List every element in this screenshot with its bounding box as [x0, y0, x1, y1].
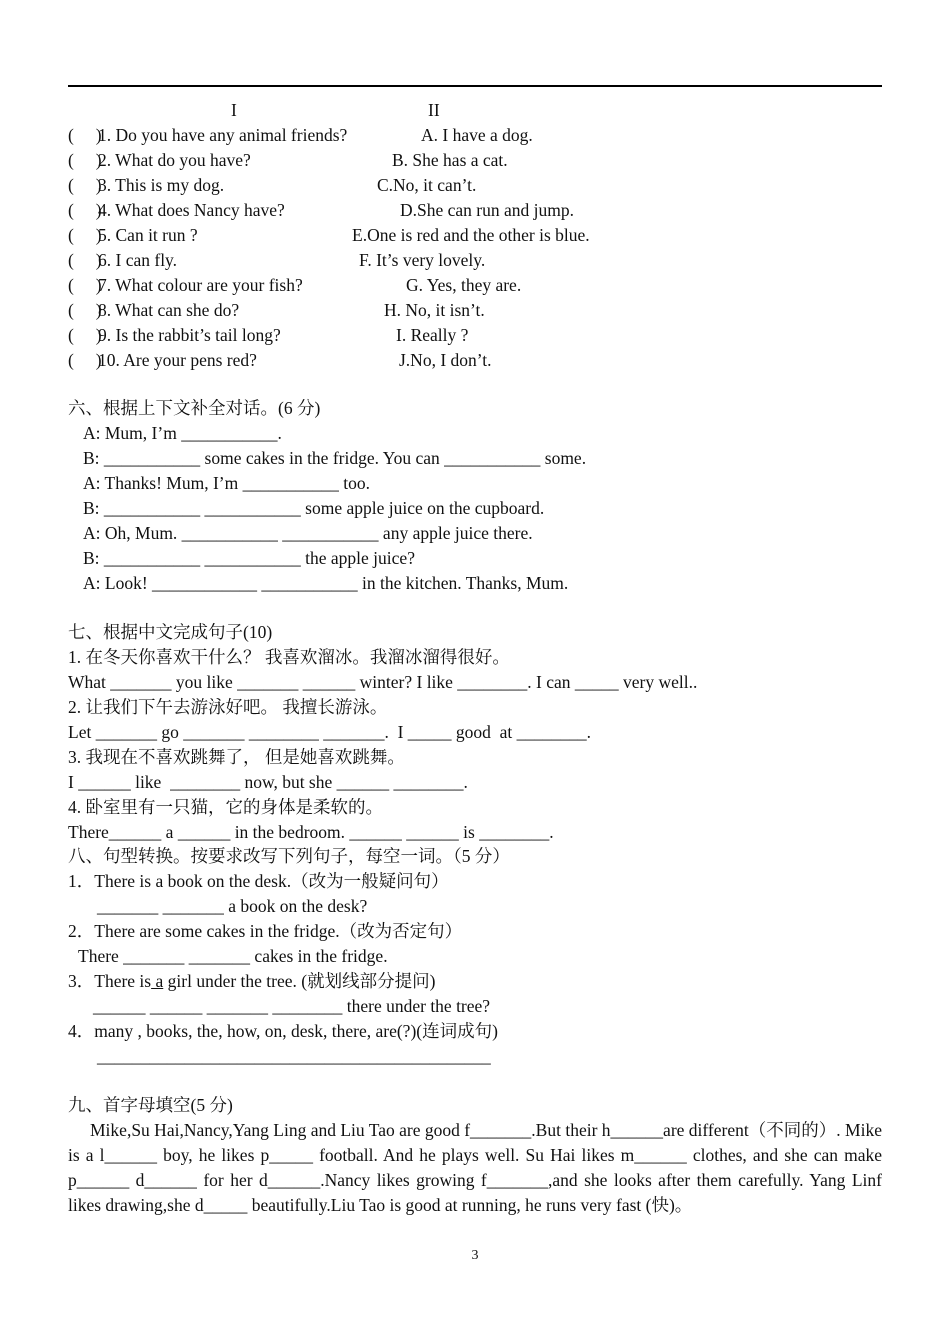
page-number: 3 [471, 1248, 479, 1263]
top-rule [68, 85, 882, 87]
answer-option: I. Really ? [396, 325, 469, 345]
question-text: 8. What can she do? [98, 300, 240, 320]
answer-option: A. I have a dog. [421, 125, 533, 145]
answer-bracket: ( ) [68, 350, 102, 370]
answer-bracket: ( ) [68, 200, 102, 220]
section8-line5-after: girl under the tree. (就划线部分提问) [163, 971, 436, 991]
question-text: 4. What does Nancy have? [98, 200, 285, 220]
answer-bracket: ( ) [68, 250, 102, 270]
section6-line-1: A: Mum, I’m ___________. [83, 423, 282, 443]
question-text: 7. What colour are your fish? [98, 275, 303, 295]
answer-option: G. Yes, they are. [406, 275, 522, 295]
answer-bracket: ( ) [68, 325, 102, 345]
section9-title: 九、首字母填空(5 分) [68, 1095, 233, 1115]
section7-line-4: Let _______ go _______ ________ _______. I _____ good at ________. [68, 722, 592, 742]
answer-bracket: ( ) [68, 125, 102, 145]
question-text: 10. Are your pens red? [98, 350, 257, 370]
answer-option: H. No, it isn’t. [384, 300, 485, 320]
section8-line-8: _____________________________________________ [97, 1046, 491, 1066]
answer-bracket: ( ) [68, 275, 102, 295]
section8-line-7: 4．many , books, the, how, on, desk, there, are(?)(连词成句) [68, 1021, 498, 1041]
question-text: 1. Do you have any animal friends? [98, 125, 348, 145]
column-header-2: II [428, 100, 440, 120]
section8-line-5 [68, 970, 435, 992]
section6-line-3: A: Thanks! Mum, I’m ___________ too. [83, 473, 370, 493]
answer-option: E.One is red and the other is blue. [352, 225, 590, 245]
question-text: 6. I can fly. [98, 250, 178, 270]
section7-line-2: What _______ you like _______ ______ winter? I like ________. I can _____ very well.. [68, 672, 698, 692]
answer-option: D.She can run and jump. [400, 200, 574, 220]
answer-option: J.No, I don’t. [399, 350, 492, 370]
section7-line-6: I ______ like ________ now, but she ______ ________. [68, 772, 468, 792]
section8-line-6: ______ ______ _______ ________ there under the tree? [93, 996, 491, 1016]
answer-option: C.No, it can’t. [377, 175, 477, 195]
section6-line-6: B: ___________ ___________ the apple juice? [83, 548, 415, 568]
answer-bracket: ( ) [68, 300, 102, 320]
section7-title: 七、根据中文完成句子(10) [68, 622, 273, 642]
section8-line5-before: 3．There is [68, 971, 152, 991]
section8-line-2: _______ _______ a book on the desk? [97, 896, 368, 916]
question-text: 5. Can it run ? [98, 225, 198, 245]
section8-line-1: 1．There is a book on the desk.（改为一般疑问句） [68, 871, 449, 891]
question-text: 9. Is the rabbit’s tail long? [98, 325, 281, 345]
section6-line-2: B: ___________ some cakes in the fridge. You can ___________ some. [83, 448, 587, 468]
answer-option: B. She has a cat. [392, 150, 508, 170]
section6-title: 六、根据上下文补全对话。(6 分) [68, 398, 321, 418]
answer-bracket: ( ) [68, 150, 102, 170]
question-text: 3. This is my dog. [98, 175, 225, 195]
answer-option: F. It’s very lovely. [359, 250, 486, 270]
section9-paragraph: Mike,Su Hai,Nancy,Yang Ling and Liu Tao are good f_______.But their h______are different（不同的）. Mike is a l______ boy, he likes p_____ football. And he plays well. Su Hai likes m______ clothes, and she can make p______ d______ for her d______.Nancy likes growing f_______,and she looks after them carefully. Yang Linf likes drawing,she d_____ beautifully.Liu Tao is good at running, he runs very fast (快)。 [68, 1120, 882, 1215]
question-text: 2. What do you have? [98, 150, 251, 170]
section8-line5-underlined: a [151, 971, 164, 991]
section7-line-8: There______ a ______ in the bedroom. ______ ______ is ________. [68, 822, 554, 842]
section8-title: 八、句型转换。按要求改写下列句子，每空一词。（5 分） [68, 846, 510, 866]
section8-line-4: There _______ _______ cakes in the fridge. [78, 946, 388, 966]
section7-line-5: 3. 我现在不喜欢跳舞了， 但是她喜欢跳舞。 [68, 747, 405, 767]
section6-line-4: B: ___________ ___________ some apple juice on the cupboard. [83, 498, 545, 518]
section7-line-7: 4. 卧室里有一只猫，它的身体是柔软的。 [68, 797, 383, 817]
column-header-1: I [231, 100, 237, 120]
answer-bracket: ( ) [68, 175, 102, 195]
section7-line-1: 1. 在冬天你喜欢干什么？ 我喜欢溜冰。我溜冰溜得很好。 [68, 647, 510, 667]
answer-bracket: ( ) [68, 225, 102, 245]
section7-line-3: 2. 让我们下午去游泳好吧。 我擅长游泳。 [68, 697, 388, 717]
section6-line-7: A: Look! ____________ ___________ in the kitchen. Thanks, Mum. [83, 573, 569, 593]
section8-line-3: 2．There are some cakes in the fridge.（改为否定句） [68, 921, 463, 941]
section6-line-5: A: Oh, Mum. ___________ ___________ any apple juice there. [83, 523, 533, 543]
